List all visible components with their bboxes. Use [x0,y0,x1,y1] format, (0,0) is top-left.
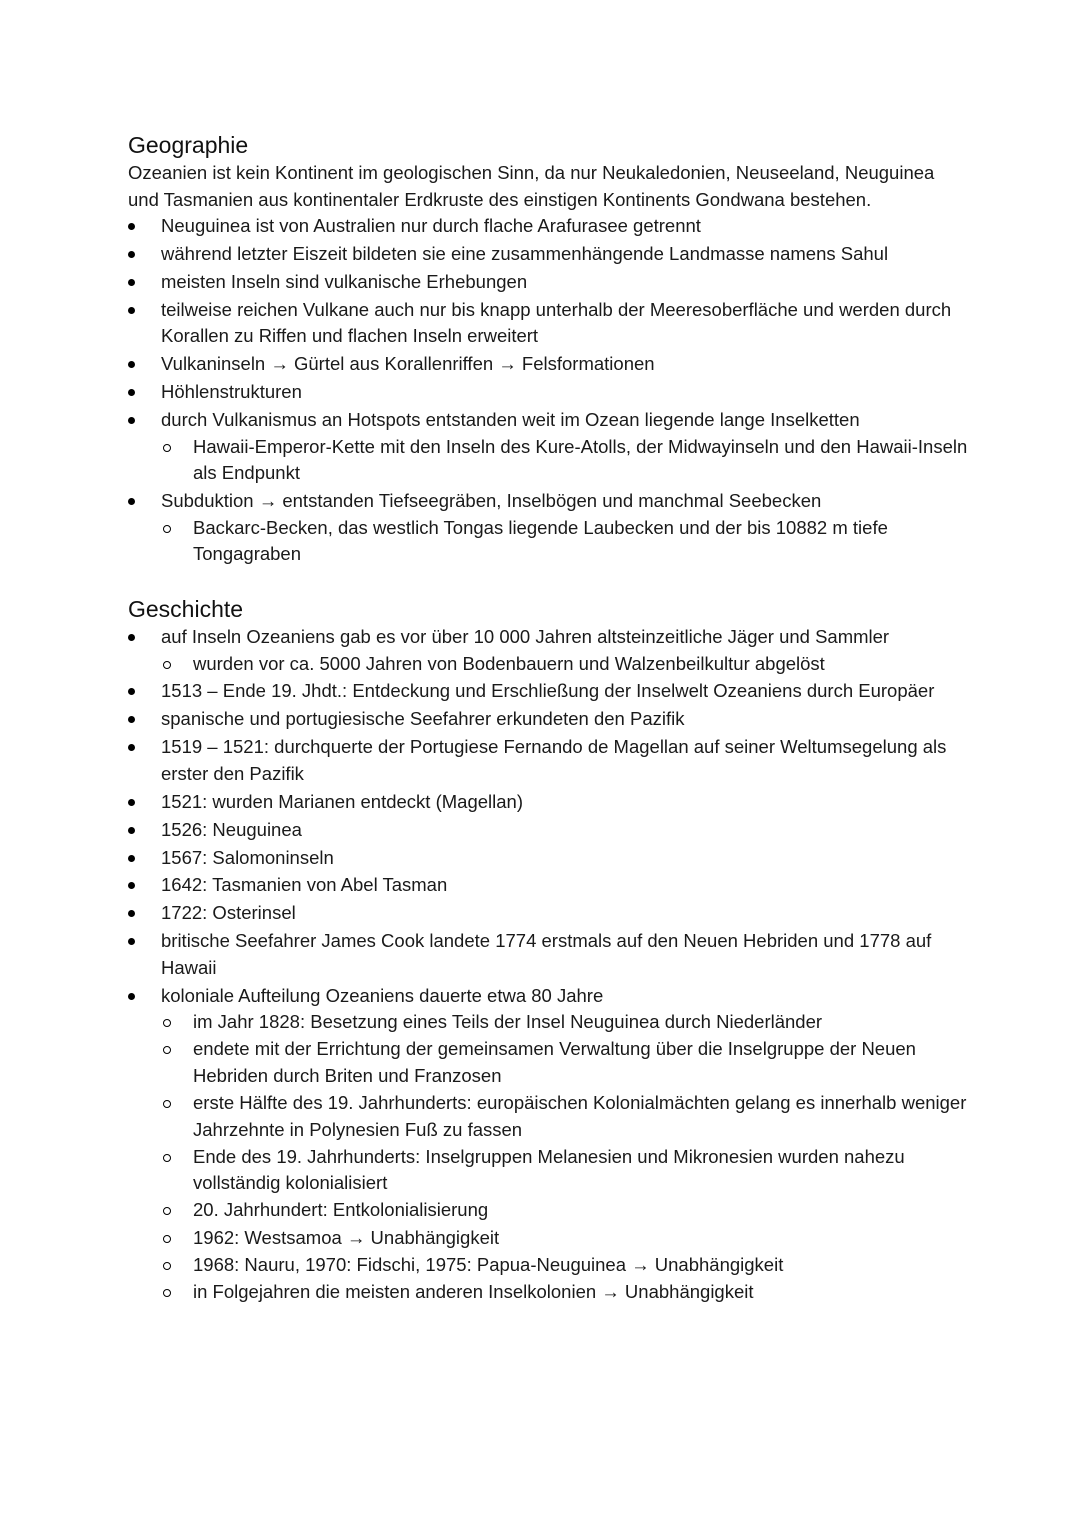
list-item: 1521: wurden Marianen entdeckt (Magellan) [128,789,968,816]
list-item: Vulkaninseln → Gürtel aus Korallenriffen → Felsformationen [128,351,968,378]
sublist-kolonial [128,1009,968,1305]
sublist-item: Backarc-Becken, das westlich Tongas liegende Laubecken und der bis 10882 m tiefe Tongagraben [128,515,968,568]
geographie-intro: Ozeanien ist kein Kontinent im geologischen Sinn, da nur Neukaledonien, Neuseeland, Neuguinea und Tasmanien aus kontinentaler Erdkruste des einstigen Kontinents Gondwana bestehen. [128,162,935,210]
list-item-text: auf Inseln Ozeaniens gab es vor über 10 000 Jahren altsteinzeitliche Jäger und Sammler [161,625,890,647]
list-item: während letzter Eiszeit bildeten sie eine zusammenhängende Landmasse namens Sahul [128,241,968,268]
sublist-item: erste Hälfte des 19. Jahrhunderts: europäischen Kolonialmächten gelang es innerhalb weniger Jahrzehnte in Polynesien Fuß zu fassen [128,1090,968,1143]
list-item: 1722: Osterinsel [128,900,968,927]
sublist-item: Ende des 19. Jahrhunderts: Inselgruppen Melanesien und Mikronesien wurden nahezu vollständig kolonialisiert [128,1144,968,1197]
sublist-item: endete mit der Errichtung der gemeinsamen Verwaltung über die Inselgruppe der Neuen Hebriden durch Briten und Franzosen [128,1036,968,1089]
sublist-item: im Jahr 1828: Besetzung eines Teils der Insel Neuguinea durch Niederländer [128,1009,968,1036]
list-item: 1526: Neuguinea [128,817,968,844]
list-item: 1513 – Ende 19. Jhdt.: Entdeckung und Erschließung der Inselwelt Ozeaniens durch Europäer [128,678,968,705]
list-item [128,983,968,1306]
list-item [128,488,968,568]
list-item: teilweise reichen Vulkane auch nur bis knapp unterhalb der Meeresoberfläche und werden durch Korallen zu Riffen und flachen Inseln erweitert [128,297,968,350]
list-item-text: Subduktion → entstanden Tiefseegräben, Inselbögen und manchmal Seebecken [161,490,822,512]
list-item [128,624,968,677]
list-item [128,407,968,487]
sublist-item: 20. Jahrhundert: Entkolonialisierung [128,1197,968,1224]
geographie-list [128,213,968,568]
sublist-item: wurden vor ca. 5000 Jahren von Bodenbauern und Walzenbeilkultur abgelöst [128,651,968,678]
list-item: 1567: Salomoninseln [128,845,968,872]
list-item: meisten Inseln sind vulkanische Erhebungen [128,269,968,296]
geschichte-list [128,624,968,1305]
list-item: Höhlenstrukturen [128,379,968,406]
document-page [128,130,968,1307]
list-item: spanische und portugiesische Seefahrer erkundeten den Pazifik [128,706,968,733]
sublist-item: in Folgejahren die meisten anderen Inselkolonien → Unabhängigkeit [128,1279,968,1306]
list-item: Neuguinea ist von Australien nur durch flache Arafurasee getrennt [128,213,968,240]
list-item: 1519 – 1521: durchquerte der Portugiese Fernando de Magellan auf seiner Weltumsegelung als erster den Pazifik [128,734,968,787]
section-title-geographie: Geographie [128,132,249,158]
sublist-jaeger [128,651,968,678]
sublist-item: Hawaii-Emperor-Kette mit den Inseln des Kure-Atolls, der Midwayinseln und den Hawaii-Inseln als Endpunkt [128,434,968,487]
list-item-text: koloniale Aufteilung Ozeaniens dauerte etwa 80 Jahre [161,984,604,1006]
sublist-subduktion [128,515,968,568]
sublist-item: 1968: Nauru, 1970: Fidschi, 1975: Papua-Neuguinea → Unabhängigkeit [128,1252,968,1279]
list-item: 1642: Tasmanien von Abel Tasman [128,872,968,899]
section-title-geschichte: Geschichte [128,595,244,622]
sublist-item: 1962: Westsamoa → Unabhängigkeit [128,1225,968,1252]
list-item-text: durch Vulkanismus an Hotspots entstanden weit im Ozean liegende lange Inselketten [161,409,860,431]
list-item: britische Seefahrer James Cook landete 1774 erstmals auf den Neuen Hebriden und 1778 auf Hawaii [128,928,968,981]
sublist-hotspots [128,434,968,487]
